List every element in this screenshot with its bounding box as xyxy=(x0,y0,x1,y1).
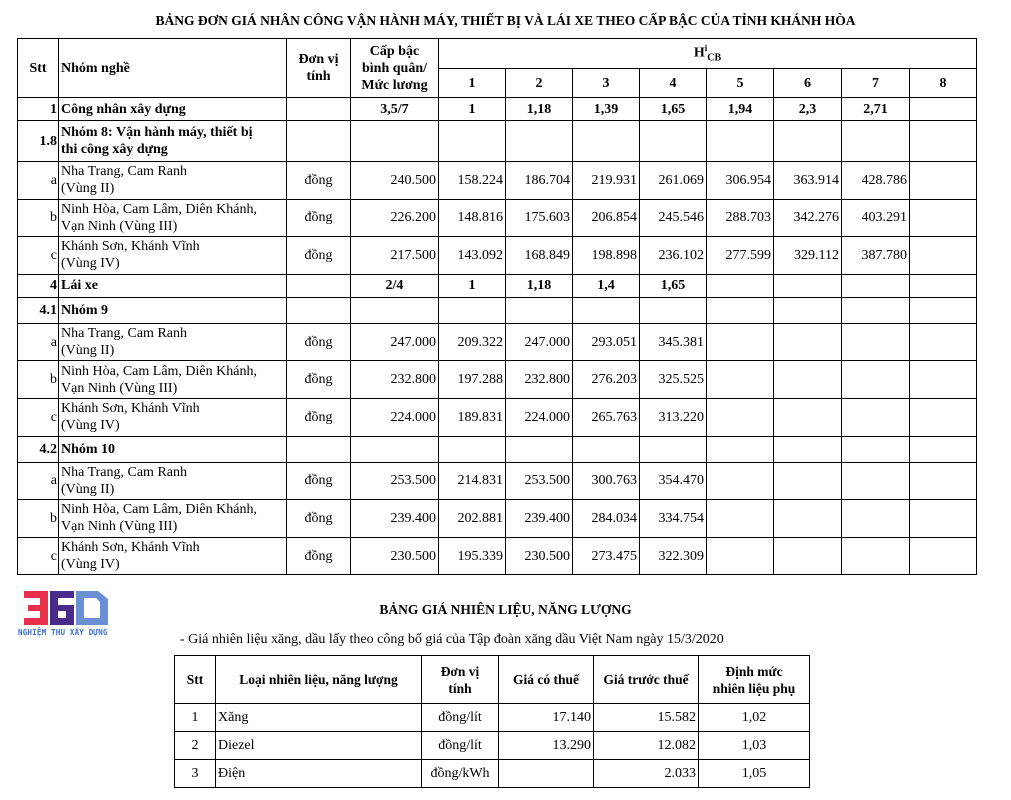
row-value xyxy=(842,500,910,538)
row-value xyxy=(910,162,977,200)
row-unit xyxy=(287,297,351,323)
header-level: 7 xyxy=(842,69,910,98)
row-value xyxy=(910,436,977,462)
row-value xyxy=(842,121,910,162)
row-value: 1 xyxy=(439,274,506,297)
row-value xyxy=(707,436,774,462)
row-value: 306.954 xyxy=(707,162,774,200)
row-value: 206.854 xyxy=(573,199,640,237)
row-value: 342.276 xyxy=(774,199,842,237)
fuel-note: - Giá nhiên liệu xăng, dầu lấy theo công bố giá của Tập đoàn xăng dầu Việt Nam ngày 15/3/2020 xyxy=(180,632,724,647)
table-row xyxy=(18,500,977,538)
row-value: 236.102 xyxy=(640,237,707,275)
row-value xyxy=(707,398,774,436)
row-value xyxy=(910,398,977,436)
table-row xyxy=(18,537,977,575)
row-value: 276.203 xyxy=(573,361,640,399)
row-value: 224.000 xyxy=(506,398,573,436)
row-stt: c xyxy=(18,237,59,275)
fuel-type: Diezel xyxy=(216,732,422,760)
row-grade: 2/4 xyxy=(351,274,439,297)
header-stt: Stt xyxy=(18,39,59,98)
row-value xyxy=(842,436,910,462)
row-value xyxy=(910,323,977,361)
labor-rate-table xyxy=(17,38,977,575)
fuel-price-tax xyxy=(499,760,594,788)
fuel-title: BẢNG GIÁ NHIÊN LIỆU, NĂNG LƯỢNG xyxy=(379,602,632,617)
row-stt: a xyxy=(18,323,59,361)
row-value xyxy=(707,500,774,538)
table-row xyxy=(18,121,977,162)
row-value: 198.898 xyxy=(573,237,640,275)
row-value xyxy=(439,297,506,323)
row-value xyxy=(640,436,707,462)
fuel-type: Điện xyxy=(216,760,422,788)
row-value xyxy=(707,462,774,500)
row-value: 300.763 xyxy=(573,462,640,500)
fuel-header-type: Loại nhiên liệu, năng lượng xyxy=(216,656,422,704)
row-value xyxy=(774,500,842,538)
row-value: 186.704 xyxy=(506,162,573,200)
fuel-stt: 2 xyxy=(175,732,216,760)
row-value: 273.475 xyxy=(573,537,640,575)
row-name: Ninh Hòa, Cam Lâm, Diên Khánh, Vạn Ninh (Vùng III) xyxy=(59,361,287,399)
row-value: 1,65 xyxy=(640,274,707,297)
row-value: 428.786 xyxy=(842,162,910,200)
row-unit xyxy=(287,98,351,121)
row-unit xyxy=(287,436,351,462)
row-value: 261.069 xyxy=(640,162,707,200)
row-value: 253.500 xyxy=(506,462,573,500)
header-coefficient: $H^i_{CB}$ xyxy=(439,39,977,69)
row-value: 219.931 xyxy=(573,162,640,200)
row-value: 313.220 xyxy=(640,398,707,436)
table-row xyxy=(18,361,977,399)
row-unit: đồng xyxy=(287,462,351,500)
row-value xyxy=(774,361,842,399)
row-value: 322.309 xyxy=(640,537,707,575)
row-value xyxy=(774,323,842,361)
row-value: 245.546 xyxy=(640,199,707,237)
header-group: Nhóm nghề xyxy=(59,39,287,98)
row-value xyxy=(506,121,573,162)
row-value: 239.400 xyxy=(506,500,573,538)
row-value xyxy=(774,398,842,436)
row-value: 202.881 xyxy=(439,500,506,538)
row-name: Nhóm 8: Vận hành máy, thiết bị thi công xây dựng xyxy=(59,121,287,162)
row-grade xyxy=(351,436,439,462)
row-value: 363.914 xyxy=(774,162,842,200)
row-value: 158.224 xyxy=(439,162,506,200)
row-value: 148.816 xyxy=(439,199,506,237)
fuel-price-tax: 17.140 xyxy=(499,704,594,732)
row-value: 265.763 xyxy=(573,398,640,436)
row-name: Ninh Hòa, Cam Lâm, Diên Khánh, Vạn Ninh (Vùng III) xyxy=(59,199,287,237)
row-grade: 240.500 xyxy=(351,162,439,200)
row-stt: b xyxy=(18,199,59,237)
table-row xyxy=(18,462,977,500)
row-value: 354.470 xyxy=(640,462,707,500)
row-value xyxy=(842,398,910,436)
row-value xyxy=(774,274,842,297)
row-stt: c xyxy=(18,398,59,436)
row-value: 1,18 xyxy=(506,274,573,297)
row-value: 232.800 xyxy=(506,361,573,399)
row-value: 329.112 xyxy=(774,237,842,275)
table-row xyxy=(18,199,977,237)
row-unit: đồng xyxy=(287,323,351,361)
header-level: 1 xyxy=(439,69,506,98)
row-value: 230.500 xyxy=(506,537,573,575)
fuel-row xyxy=(175,732,810,760)
row-grade: 3,5/7 xyxy=(351,98,439,121)
table-row xyxy=(18,398,977,436)
fuel-unit: đồng/lít xyxy=(422,704,499,732)
header-grade: Cấp bậc bình quân/ Mức lương xyxy=(351,39,439,98)
row-value: 168.849 xyxy=(506,237,573,275)
row-value xyxy=(910,500,977,538)
row-value: 214.831 xyxy=(439,462,506,500)
row-stt: b xyxy=(18,500,59,538)
row-name: Nha Trang, Cam Ranh (Vùng II) xyxy=(59,462,287,500)
row-unit: đồng xyxy=(287,500,351,538)
row-value: 1 xyxy=(439,98,506,121)
row-value xyxy=(774,537,842,575)
row-value xyxy=(573,436,640,462)
row-value: 195.339 xyxy=(439,537,506,575)
row-value xyxy=(910,98,977,121)
row-value xyxy=(842,297,910,323)
fuel-price-pretax: 15.582 xyxy=(594,704,699,732)
row-name: Công nhân xây dựng xyxy=(59,98,287,121)
fuel-price-pretax: 2.033 xyxy=(594,760,699,788)
table-row xyxy=(18,162,977,200)
row-stt: b xyxy=(18,361,59,399)
row-value xyxy=(573,121,640,162)
row-grade xyxy=(351,121,439,162)
row-value: 197.288 xyxy=(439,361,506,399)
row-unit: đồng xyxy=(287,398,351,436)
row-value xyxy=(707,537,774,575)
fuel-header-stt: Stt xyxy=(175,656,216,704)
row-value: 1,4 xyxy=(573,274,640,297)
row-name: Khánh Sơn, Khánh Vĩnh (Vùng IV) xyxy=(59,537,287,575)
row-grade xyxy=(351,297,439,323)
row-value xyxy=(439,121,506,162)
fuel-type: Xăng xyxy=(216,704,422,732)
header-level: 8 xyxy=(910,69,977,98)
row-value xyxy=(774,436,842,462)
fuel-unit: đồng/kWh xyxy=(422,760,499,788)
fuel-row xyxy=(175,760,810,788)
row-unit: đồng xyxy=(287,537,351,575)
header-level: 3 xyxy=(573,69,640,98)
fuel-stt: 3 xyxy=(175,760,216,788)
row-stt: 4 xyxy=(18,274,59,297)
row-unit: đồng xyxy=(287,237,351,275)
row-value: 1,39 xyxy=(573,98,640,121)
header-level: 4 xyxy=(640,69,707,98)
row-value: 325.525 xyxy=(640,361,707,399)
row-value xyxy=(707,323,774,361)
row-stt: 4.1 xyxy=(18,297,59,323)
fuel-price-pretax: 12.082 xyxy=(594,732,699,760)
fuel-header-norm: Định mức nhiên liệu phụ xyxy=(699,656,810,704)
row-value: 387.780 xyxy=(842,237,910,275)
row-value xyxy=(707,361,774,399)
header-level: 5 xyxy=(707,69,774,98)
row-value xyxy=(910,537,977,575)
row-value xyxy=(842,361,910,399)
row-name: Nha Trang, Cam Ranh (Vùng II) xyxy=(59,323,287,361)
row-stt: 1 xyxy=(18,98,59,121)
row-name: Nhóm 10 xyxy=(59,436,287,462)
table-row xyxy=(18,274,977,297)
row-value xyxy=(774,297,842,323)
row-grade: 224.000 xyxy=(351,398,439,436)
row-value: 345.381 xyxy=(640,323,707,361)
row-stt: a xyxy=(18,162,59,200)
table-row xyxy=(18,436,977,462)
table-row xyxy=(18,323,977,361)
header-level: 6 xyxy=(774,69,842,98)
row-stt: c xyxy=(18,537,59,575)
main-title: BẢNG ĐƠN GIÁ NHÂN CÔNG VẬN HÀNH MÁY, THIẾT BỊ VÀ LÁI XE THEO CẤP BẬC CỦA TỈNH KHÁNH HÒA xyxy=(155,13,856,28)
fuel-norm: 1,03 xyxy=(699,732,810,760)
row-name: Nhóm 9 xyxy=(59,297,287,323)
row-value xyxy=(842,274,910,297)
row-stt: a xyxy=(18,462,59,500)
row-value: 175.603 xyxy=(506,199,573,237)
table-row xyxy=(18,297,977,323)
fuel-header-price-pretax: Giá trước thuế xyxy=(594,656,699,704)
row-value: 403.291 xyxy=(842,199,910,237)
row-value: 2,71 xyxy=(842,98,910,121)
row-name: Khánh Sơn, Khánh Vĩnh (Vùng IV) xyxy=(59,237,287,275)
row-value: 284.034 xyxy=(573,500,640,538)
row-value: 1,94 xyxy=(707,98,774,121)
row-unit: đồng xyxy=(287,361,351,399)
fuel-stt: 1 xyxy=(175,704,216,732)
row-value xyxy=(910,121,977,162)
row-value xyxy=(842,462,910,500)
row-name: Khánh Sơn, Khánh Vĩnh (Vùng IV) xyxy=(59,398,287,436)
row-value xyxy=(640,297,707,323)
fuel-norm: 1,02 xyxy=(699,704,810,732)
row-name: Ninh Hòa, Cam Lâm, Diên Khánh, Vạn Ninh (Vùng III) xyxy=(59,500,287,538)
row-value: 189.831 xyxy=(439,398,506,436)
row-value xyxy=(573,297,640,323)
row-grade: 217.500 xyxy=(351,237,439,275)
row-value: 209.322 xyxy=(439,323,506,361)
row-value xyxy=(707,274,774,297)
row-value: 143.092 xyxy=(439,237,506,275)
row-value xyxy=(774,121,842,162)
row-value xyxy=(910,361,977,399)
row-value xyxy=(842,537,910,575)
row-value xyxy=(707,121,774,162)
table-row xyxy=(18,98,977,121)
row-value xyxy=(910,237,977,275)
row-value xyxy=(910,199,977,237)
row-value: 334.754 xyxy=(640,500,707,538)
row-value xyxy=(774,462,842,500)
row-value: 288.703 xyxy=(707,199,774,237)
row-value: 1,18 xyxy=(506,98,573,121)
row-value xyxy=(910,462,977,500)
row-unit xyxy=(287,121,351,162)
row-value xyxy=(842,323,910,361)
logo-tagline: NGHIỆM THU XÂY DỰNG xyxy=(18,628,108,637)
row-value: 277.599 xyxy=(707,237,774,275)
row-unit xyxy=(287,274,351,297)
row-unit: đồng xyxy=(287,199,351,237)
row-name: Nha Trang, Cam Ranh (Vùng II) xyxy=(59,162,287,200)
row-value xyxy=(506,297,573,323)
row-stt: 1.8 xyxy=(18,121,59,162)
row-unit: đồng xyxy=(287,162,351,200)
row-value: 293.051 xyxy=(573,323,640,361)
row-value xyxy=(910,297,977,323)
row-value xyxy=(910,274,977,297)
table-row xyxy=(18,237,977,275)
row-grade: 232.800 xyxy=(351,361,439,399)
row-value xyxy=(640,121,707,162)
header-unit: Đơn vị tính xyxy=(287,39,351,98)
row-grade: 226.200 xyxy=(351,199,439,237)
header-level: 2 xyxy=(506,69,573,98)
row-grade: 239.400 xyxy=(351,500,439,538)
fuel-norm: 1,05 xyxy=(699,760,810,788)
row-stt: 4.2 xyxy=(18,436,59,462)
row-name: Lái xe xyxy=(59,274,287,297)
fuel-header-price-tax: Giá có thuế xyxy=(499,656,594,704)
row-value: 247.000 xyxy=(506,323,573,361)
row-value: 2,3 xyxy=(774,98,842,121)
row-value: 1,65 xyxy=(640,98,707,121)
row-value xyxy=(439,436,506,462)
fuel-row xyxy=(175,704,810,732)
row-grade: 253.500 xyxy=(351,462,439,500)
fuel-price-tax: 13.290 xyxy=(499,732,594,760)
row-grade: 247.000 xyxy=(351,323,439,361)
row-value xyxy=(707,297,774,323)
row-grade: 230.500 xyxy=(351,537,439,575)
row-value xyxy=(506,436,573,462)
fuel-header-unit: Đơn vị tính xyxy=(422,656,499,704)
fuel-unit: đồng/lít xyxy=(422,732,499,760)
fuel-price-table xyxy=(174,655,810,788)
